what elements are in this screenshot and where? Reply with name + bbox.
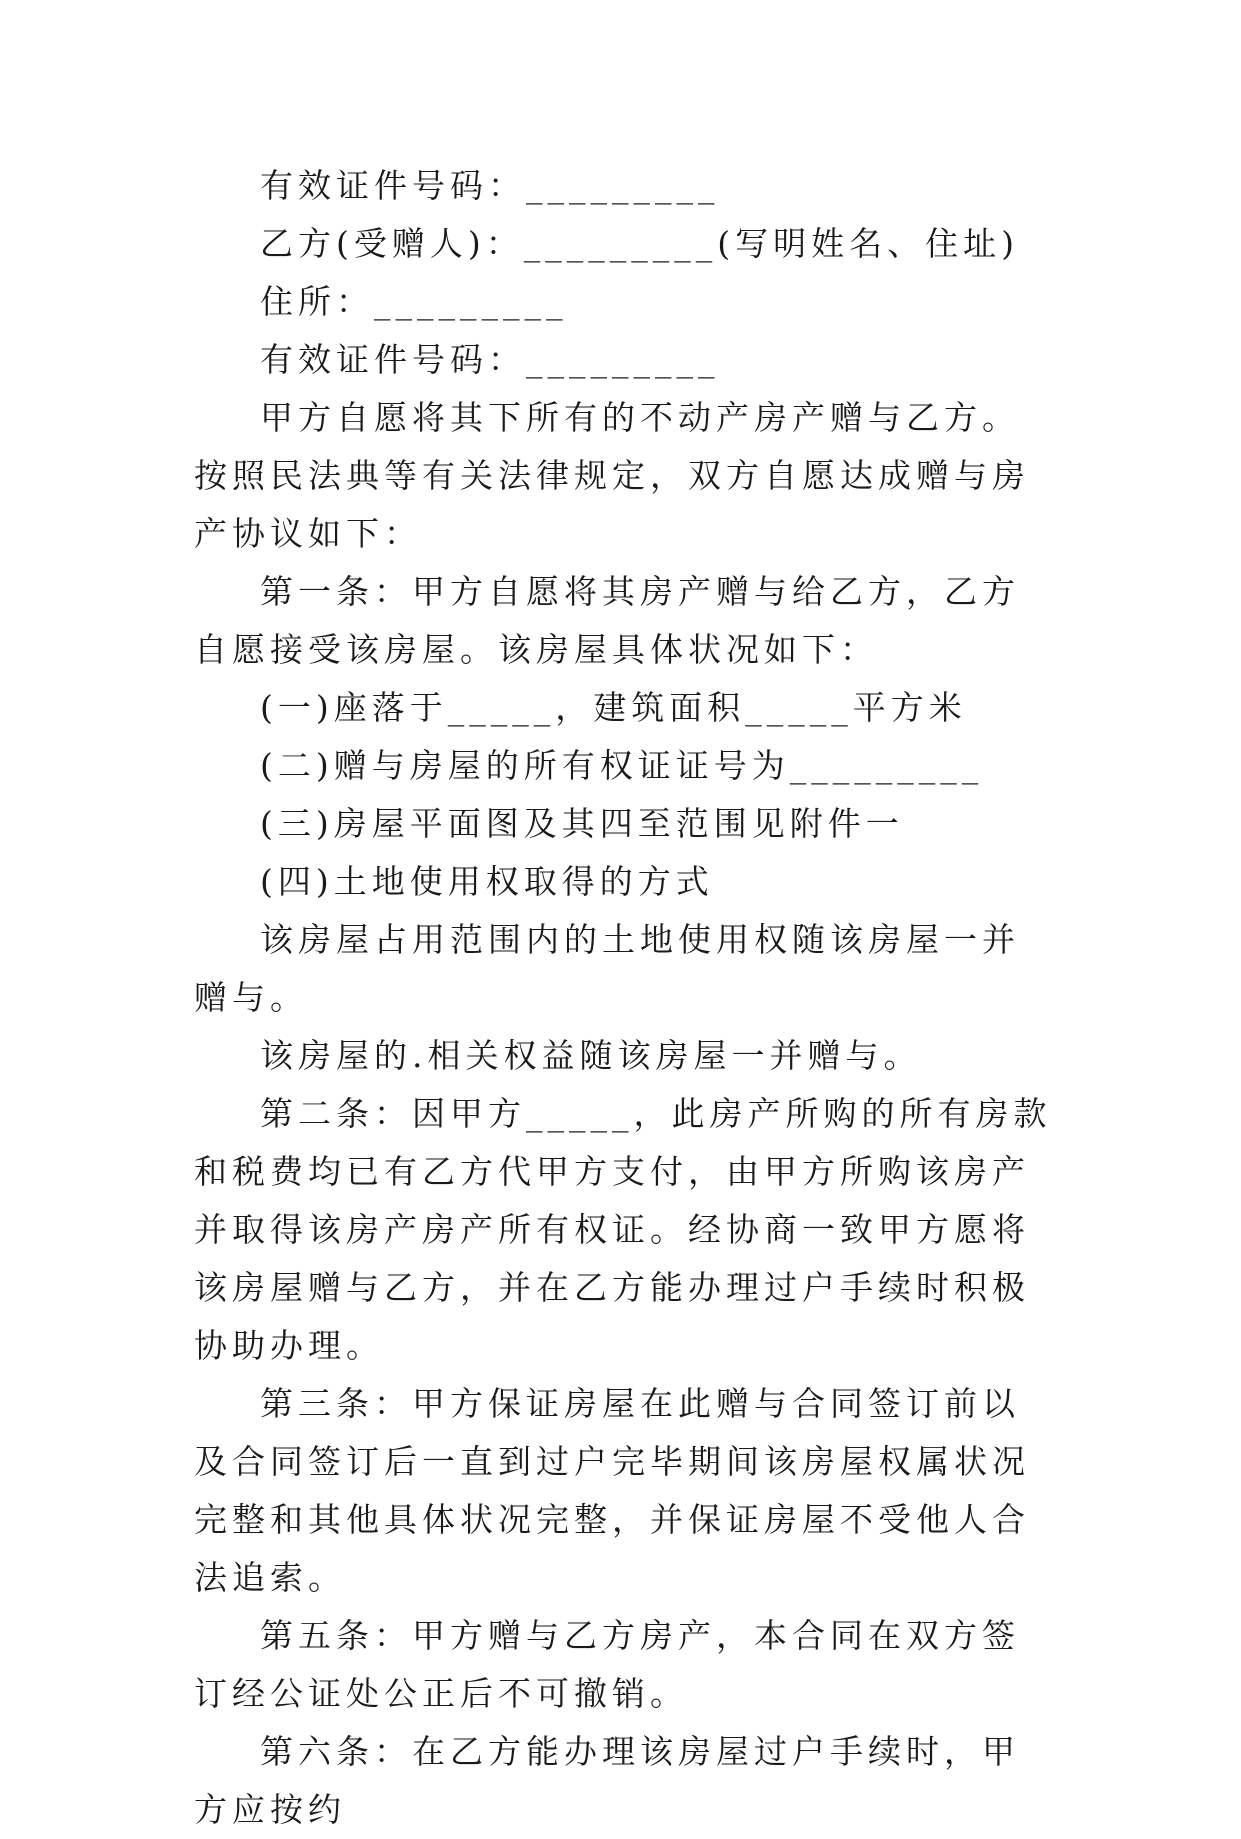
article-5-paragraph: 第五条：甲方赠与乙方房产，本合同在双方签订经公证处公正后不可撤销。: [194, 1616, 1020, 1713]
article-1-paragraph: 第一条：甲方自愿将其房产赠与给乙方，乙方自愿接受该房屋。该房屋具体状况如下：: [194, 572, 1020, 669]
document-body: [194, 157, 1052, 1839]
property-item-2: (二)赠与房屋的所有权证证号为_________: [260, 746, 984, 785]
article-3-paragraph: 第三条：甲方保证房屋在此赠与合同签订前以及合同签订后一直到过户完毕期间该房屋权属状况完整和其他具体状况完整，并保证房屋不受他人合法追索。: [194, 1384, 1030, 1597]
property-item-1: (一)座落于_____，建筑面积_____平方米: [260, 688, 967, 727]
preamble-paragraph: 甲方自愿将其下所有的不动产房产赠与乙方。按照民法典等有关法律规定，双方自愿达成赠与房产协议如下：: [194, 398, 1030, 553]
property-item-3: (三)房屋平面图及其四至范围见附件一: [260, 804, 904, 843]
related-rights-paragraph: 该房屋的.相关权益随该房屋一并赠与。: [260, 1036, 922, 1075]
article-2-paragraph: 第二条：因甲方_____，此房产所购的所有房款和税费均已有乙方代甲方支付，由甲方所购该房产并取得该房产房产所有权证。经协商一致甲方愿将该房屋赠与乙方，并在乙方能办理过户手续时积极协助办理。: [194, 1094, 1052, 1365]
id-number-line-party-a: 有效证件号码：_________: [260, 166, 720, 205]
party-b-donee-line: 乙方(受赠人)：_________(写明姓名、住址): [260, 224, 1019, 263]
land-use-right-paragraph: 该房屋占用范围内的土地使用权随该房屋一并赠与。: [194, 920, 1020, 1017]
property-item-4: (四)土地使用权取得的方式: [260, 862, 714, 901]
article-6-paragraph: 第六条：在乙方能办理该房屋过户手续时，甲方应按约: [194, 1732, 1020, 1829]
party-b-address-line: 住所：_________: [260, 282, 568, 321]
id-number-line-party-b: 有效证件号码：_________: [260, 340, 720, 379]
